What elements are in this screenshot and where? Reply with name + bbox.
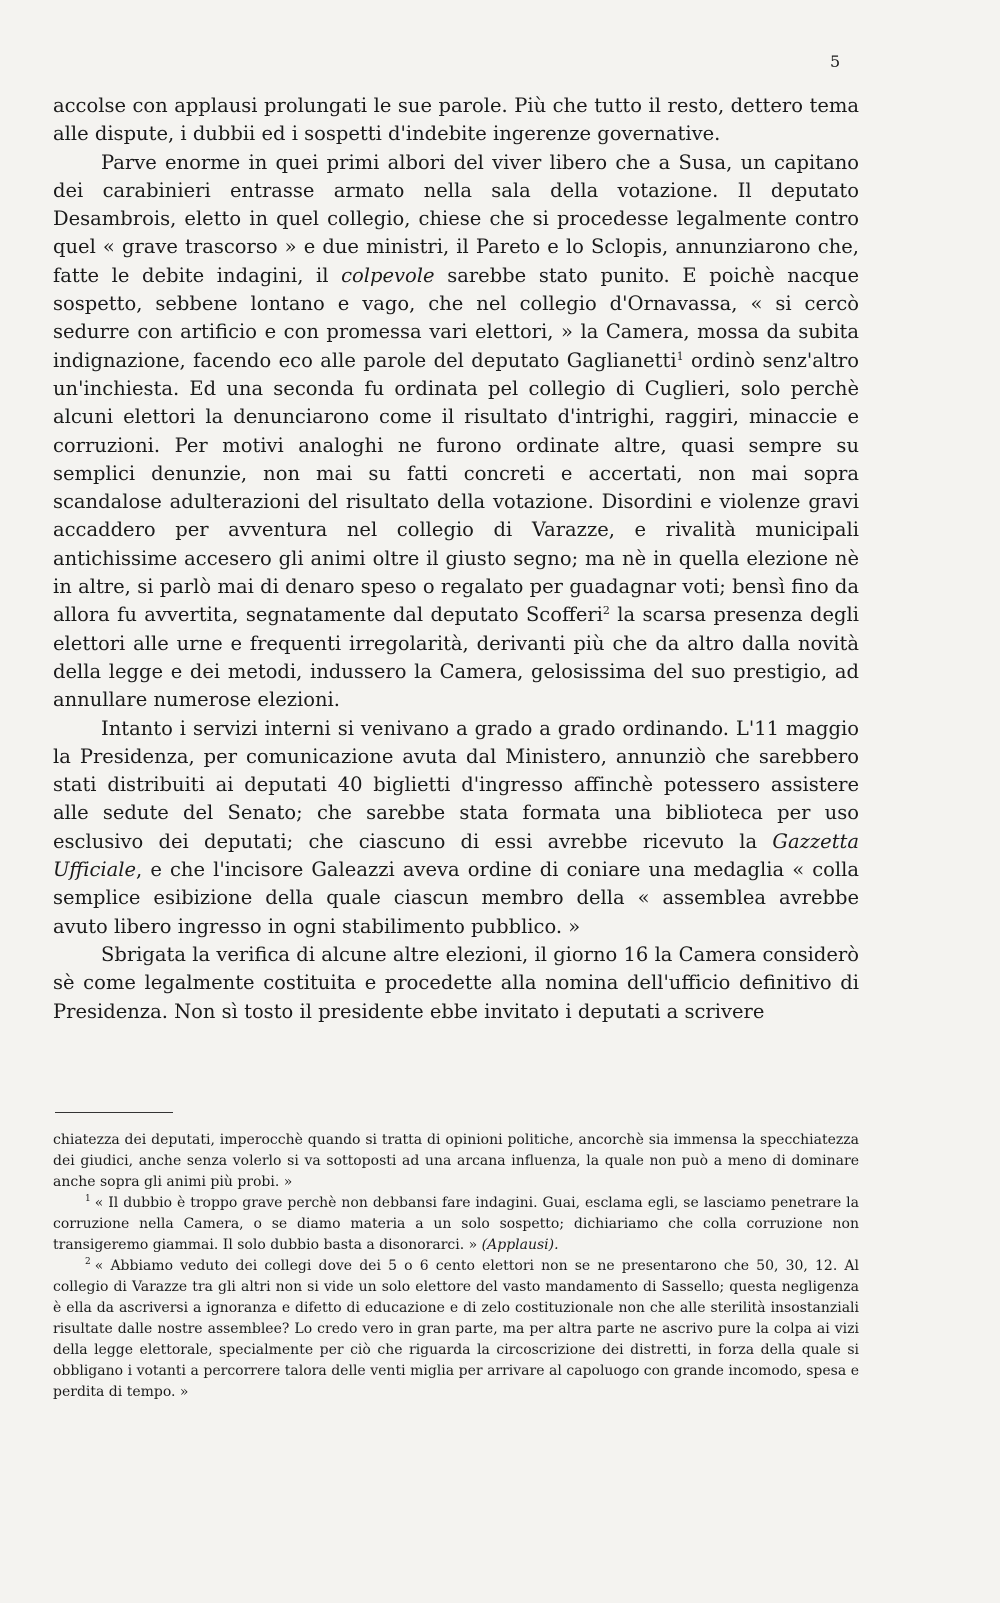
footnotes — [53, 1130, 859, 1403]
main-text — [53, 92, 859, 1026]
footnote-ref-1: 1 — [676, 349, 684, 363]
italic-gazzetta: Gazzetta Ufficiale — [53, 829, 859, 882]
footnote-1-mark: 1 — [85, 1194, 91, 1204]
footnote-1-italic: (Applausi). — [481, 1237, 559, 1253]
footnote-2: $^2$ « Abbiamo veduto dei collegi dove dei 5 o 6 cento elettori non se ne presentarono che 50, 30, 12. Al collegio di Varazze tra gli altri non si vide un solo elettore del vasto mandamento di Sassello; questa negligenza è ella da ascriversi a ignoranza e difetto di educazione e di zelo costituzionale non che alle sterilità insostanziali risultate dalle nostre assemblee? Lo credo vero in gran parte, ma per altra parte ne ascrivo pure la colpa ai vizi della legge elettorale, specialmente per ciò che riguarda la circoscrizione dei distretti, in forza della quale si obbligano i votanti a percorrere talora delle venti miglia per arrivare al capoluogo con grande incomodo, spesa e perdita di tempo. » — [53, 1257, 859, 1400]
paragraph-2: Parve enorme in quei primi albori del viver libero che a Susa, un capitano dei carabinieri entrasse armato nella sala della votazione. Il deputato Desambrois, eletto in quel collegio, chiese che si procedesse legalmente contro quel « grave trascorso » e due ministri, il Pareto e lo Sclopis, annunziarono che, fatte le debite indagini, il colpevole sarebbe stato punito. E poichè nacque sospetto, sebbene lontano e vago, che nel collegio d'Ornavassa, « si cercò sedurre con artificio e con promessa vari elettori, » la Camera, mossa da subita indignazione, facendo eco alle parole del deputato Gaglianetti$^1$ ordinò senz'altro un'inchiesta. Ed una seconda fu ordinata pel collegio di Cuglieri, solo perchè alcuni elettori la denunciarono come il risultato d'intrighi, raggiri, minaccie e corruzioni. Per motivi analoghi ne furono ordinate altre, quasi sempre su semplici denunzie, non mai su fatti concreti e accertati, non mai sopra scandalose adulterazioni del risultato della votazione. Disordini e violenze gravi accaddero per avventura nel collegio di Varazze, e rivalità municipali antichissime accesero gli animi oltre il giusto segno; ma nè in quella elezione nè in altre, si parlò mai di denaro speso o regalato per guadagnar voti; bensì fino da allora fu avvertita, segnatamente dal deputato Scofferi$^2$ la scarsa presenza degli elettori alle urne e frequenti irregolarità, derivanti più che da altro dalla novità della legge e dei metodi, indussero la Camera, gelosissima del suo prestigio, ad annullare numerose elezioni. — [53, 150, 859, 712]
paragraph-3: Intanto i servizi interni si venivano a grado a grado ordinando. L'11 maggio la Presidenza, per comunicazione avuta dal Ministero, annunziò che sarebbero stati distribuiti ai deputati 40 biglietti d'ingresso affinchè potessero assistere alle sedute del Senato; che sarebbe stata formata una biblioteca per uso esclusivo dei deputati; che ciascuno di essi avrebbe ricevuto la Gazzetta Ufficiale, e che l'incisore Galeazzi aveva ordine di coniare una medaglia « colla semplice esibizione della quale ciascun membro della « assemblea avrebbe avuto libero ingresso in ogni stabilimento pubblico. » — [53, 716, 859, 938]
paragraph-1: accolse con applausi prolungati le sue parole. Più che tutto il resto, dettero tema alle dispute, i dubbii ed i sospetti d'indebite ingerenze governative. — [53, 94, 859, 146]
footnote-2-mark: 2 — [85, 1257, 91, 1267]
italic-colpevole: colpevole — [341, 263, 435, 287]
footnote-continuation: chiatezza dei deputati, imperocchè quando si tratta di opinioni politiche, ancorchè sia immensa la specchiatezza dei giudici, anche senza volerlo si va sottoposti ad una arcana influenza, la quale non può a meno di dominare anche sopra gli animi più probi. » — [53, 1132, 859, 1190]
footnote-separator — [55, 1112, 173, 1113]
footnote-ref-2: 2 — [602, 604, 610, 618]
paragraph-4: Sbrigata la verifica di alcune altre elezioni, il giorno 16 la Camera considerò sè come legalmente costituita e procedette alla nomina dell'ufficio definitivo di Presidenza. Non sì tosto il presidente ebbe invitato i deputati a scrivere — [53, 942, 859, 1023]
page-number: 5 — [830, 52, 841, 71]
footnote-1: $^1$ « Il dubbio è troppo grave perchè non debbansi fare indagini. Guai, esclama egli, se lasciamo penetrare la corruzione nella Camera, o se diamo materia a un solo sospetto; dichiariamo che colla corruzione non transigeremo giammai. Il solo dubbio basta a disonorarci. » (Applausi). — [53, 1194, 859, 1253]
